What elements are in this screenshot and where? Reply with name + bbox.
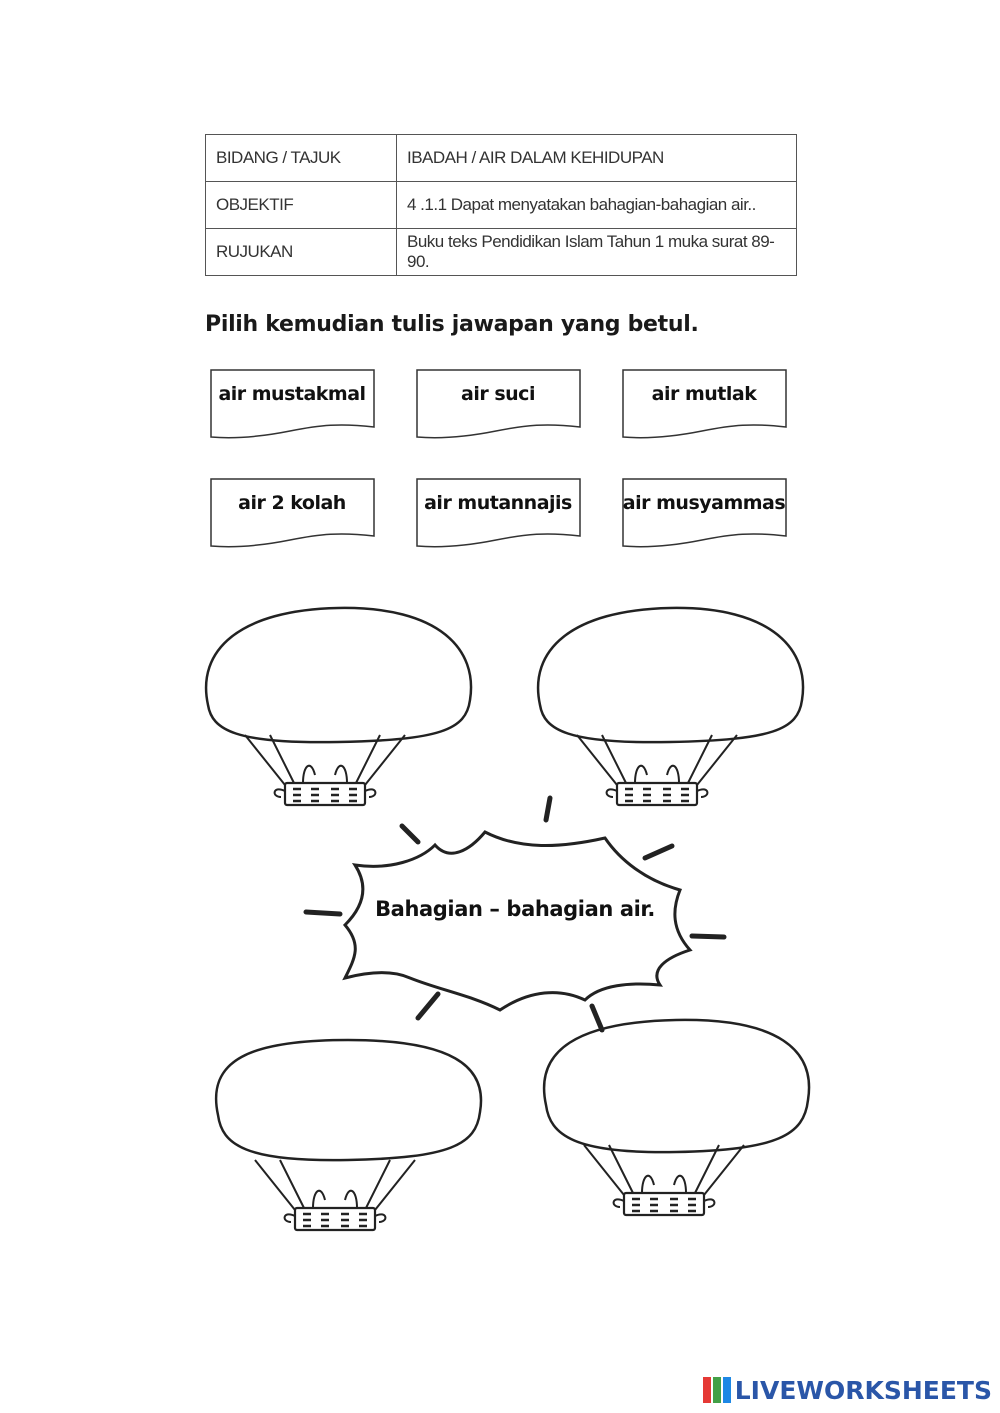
table-key: RUJUKAN xyxy=(206,229,397,276)
word-label: air 2 kolah xyxy=(238,492,346,514)
word-label: air mutlak xyxy=(651,383,757,405)
liveworksheets-brand xyxy=(703,1375,992,1405)
liveworksheets-logo-icon xyxy=(703,1375,731,1405)
word-label: air mustakmal xyxy=(218,383,366,405)
instruction-text: Pilih kemudian tulis jawapan yang betul. xyxy=(205,312,699,337)
word-label: air mutannajis xyxy=(424,492,572,514)
balloon-bottom-right[interactable] xyxy=(544,1020,809,1215)
balloon-top-right[interactable] xyxy=(538,608,803,805)
table-value: IBADAH / AIR DALAM KEHIDUPAN xyxy=(397,135,797,182)
center-label: Bahagian – bahagian air. xyxy=(375,897,655,921)
table-key: BIDANG / TAJUK xyxy=(206,135,397,182)
word-label: air suci xyxy=(461,383,535,405)
table-value: Buku teks Pendidikan Islam Tahun 1 muka surat 89-90. xyxy=(397,229,797,276)
brand-text: LIVEWORKSHEETS xyxy=(734,1375,992,1405)
word-label: air musyammas xyxy=(622,492,786,514)
balloon-bottom-left[interactable] xyxy=(216,1040,481,1230)
balloon-top-left[interactable] xyxy=(206,608,471,805)
table-value: 4 .1.1 Dapat menyatakan bahagian-bahagian air.. xyxy=(397,182,797,229)
table-key: OBJEKTIF xyxy=(206,182,397,229)
